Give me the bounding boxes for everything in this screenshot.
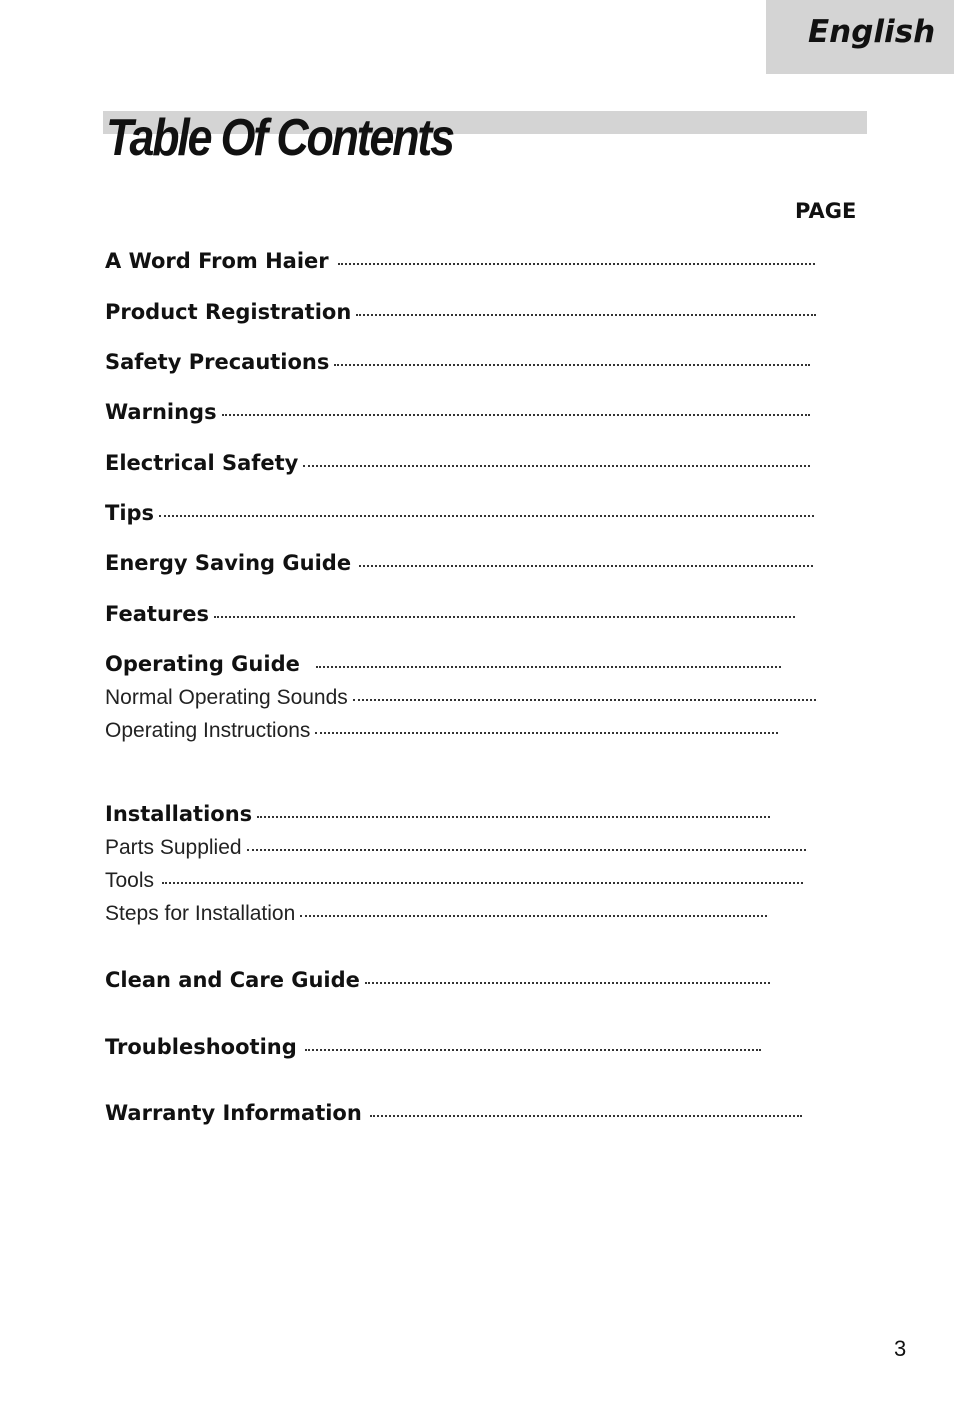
dot-leader	[359, 565, 813, 567]
toc-entry-tools	[105, 866, 803, 896]
dot-leader	[353, 699, 816, 701]
toc-entry-label: Clean and Care Guide	[105, 968, 360, 992]
toc-entry-label: Tools	[105, 869, 155, 892]
dot-leader	[316, 666, 781, 668]
toc-entry-label: Energy Saving Guide	[105, 551, 352, 575]
toc-entry-label: Operating Guide	[105, 652, 300, 676]
toc-entry-label: Steps for Installation	[105, 902, 296, 925]
dot-leader	[214, 616, 795, 618]
toc-entry-steps-for-installation	[105, 899, 767, 929]
page-title: Table Of Contents	[106, 109, 453, 167]
toc-entry-label: Operating Instructions	[105, 719, 311, 742]
dot-leader	[365, 982, 770, 984]
language-label: English	[808, 14, 936, 50]
dot-leader	[303, 465, 810, 467]
toc-entry-parts-supplied	[105, 833, 806, 863]
toc-entry-label: Normal Operating Sounds	[105, 686, 348, 709]
toc-entry-operating-guide	[105, 649, 781, 679]
toc-entry-label: Features	[105, 602, 209, 626]
toc-entry-label: Tips	[105, 501, 155, 525]
toc-entry-label: A Word From Haier	[105, 249, 329, 273]
toc-entry-label: Troubleshooting	[105, 1035, 297, 1059]
toc-entry-label: Installations	[105, 802, 253, 826]
page-number: 3	[894, 1336, 907, 1361]
toc-entry-word-from-haier	[105, 246, 815, 276]
toc-entry-clean-and-care-guide	[105, 965, 770, 995]
toc-entry-energy-saving-guide	[105, 548, 813, 578]
dot-leader	[334, 364, 810, 366]
dot-leader	[300, 915, 767, 917]
dot-leader	[356, 314, 816, 316]
dot-leader	[159, 515, 814, 517]
dot-leader	[370, 1115, 802, 1117]
toc-entry-troubleshooting	[105, 1032, 761, 1062]
toc-entry-installations	[105, 799, 770, 829]
dot-leader	[305, 1049, 761, 1051]
toc-entry-tips	[105, 498, 814, 528]
page-column-header: PAGE	[795, 199, 857, 223]
toc-entry-label: Safety Precautions	[105, 350, 330, 374]
toc-entry-electrical-safety	[105, 448, 810, 478]
dot-leader	[247, 849, 806, 851]
toc-entry-product-registration	[105, 297, 816, 327]
dot-leader	[315, 732, 778, 734]
toc-entry-label: Warnings	[105, 400, 217, 424]
dot-leader	[222, 414, 810, 416]
toc-entry-features	[105, 599, 795, 629]
toc-entry-safety-precautions	[105, 347, 810, 377]
toc-entry-warranty-information	[105, 1098, 802, 1128]
toc-entry-label: Electrical Safety	[105, 451, 299, 475]
toc-entry-label: Warranty Information	[105, 1101, 362, 1125]
dot-leader	[162, 882, 803, 884]
toc-entry-warnings	[105, 397, 810, 427]
dot-leader	[257, 816, 770, 818]
toc-entry-label: Parts Supplied	[105, 836, 242, 859]
toc-entry-normal-operating-sounds	[105, 683, 816, 713]
language-tab	[766, 0, 954, 74]
toc-entry-label: Product Registration	[105, 300, 352, 324]
dot-leader	[338, 263, 815, 265]
toc-entry-operating-instructions	[105, 716, 778, 746]
